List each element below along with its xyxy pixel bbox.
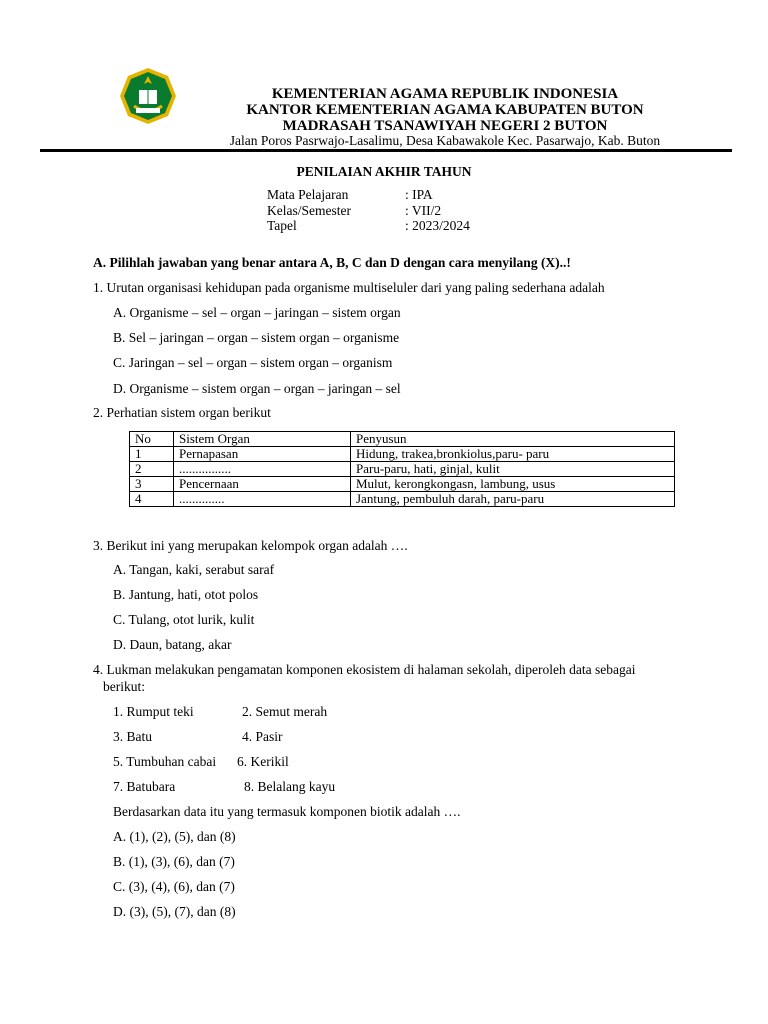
question-2: 2. Perhatian sistem organ berikut bbox=[93, 405, 271, 420]
table-cell: .............. bbox=[174, 492, 351, 507]
table-row bbox=[130, 447, 675, 462]
table-cell: 4 bbox=[130, 492, 174, 507]
institution-ministry: KEMENTERIAN AGAMA REPUBLIK INDONESIA bbox=[271, 86, 619, 102]
q4-option-b: B. (1), (3), (6), dan (7) bbox=[113, 854, 235, 869]
meta-subject-value: : IPA bbox=[405, 187, 433, 202]
q4-item: 2. Semut merah bbox=[242, 704, 328, 719]
q3-option-d: D. Daun, batang, akar bbox=[113, 637, 232, 652]
table-row bbox=[130, 492, 675, 507]
table-cell: 2 bbox=[130, 462, 174, 477]
q1-option-c: C. Jaringan – sel – organ – sistem organ – organism bbox=[113, 355, 393, 370]
question-1: 1. Urutan organisasi kehidupan pada organisme multiseluler dari yang paling sederhana adalah bbox=[93, 280, 605, 295]
institution-address: Jalan Poros Pasrwajo-Lasalimu, Desa Kabawakole Kec. Pasarwajo, Kab. Buton bbox=[229, 133, 661, 148]
table-cell: ................ bbox=[174, 462, 351, 477]
table-row bbox=[130, 462, 675, 477]
header-divider bbox=[40, 149, 732, 152]
question-3: 3. Berikut ini yang merupakan kelompok organ adalah …. bbox=[93, 538, 408, 553]
q4-option-d: D. (3), (5), (7), dan (8) bbox=[113, 904, 236, 919]
table-cell: Pencernaan bbox=[174, 477, 351, 492]
q4-item: 5. Tumbuhan cabai bbox=[113, 754, 217, 769]
q4-item: 6. Kerikil bbox=[237, 754, 289, 769]
table-header-cell: Penyusun bbox=[351, 432, 675, 447]
table-header-cell: No bbox=[130, 432, 174, 447]
q4-prompt: Berdasarkan data itu yang termasuk komponen biotik adalah …. bbox=[113, 804, 461, 819]
meta-class-label: Kelas/Semester bbox=[267, 203, 351, 218]
table-cell: Hidung, trakea,bronkiolus,paru- paru bbox=[351, 447, 675, 462]
table-cell: Pernapasan bbox=[174, 447, 351, 462]
meta-class-value: : VII/2 bbox=[405, 203, 442, 218]
question-4: 4. Lukman melakukan pengamatan komponen ekosistem di halaman sekolah, diperoleh data sebagai bbox=[93, 662, 636, 677]
table-cell: 3 bbox=[130, 477, 174, 492]
q4-item: 1. Rumput teki bbox=[113, 704, 194, 719]
institution-school: MADRASAH TSANAWIYAH NEGERI 2 BUTON bbox=[282, 118, 608, 134]
meta-year-value: : 2023/2024 bbox=[405, 218, 470, 233]
table-cell: Jantung, pembuluh darah, paru-paru bbox=[351, 492, 675, 507]
q3-option-c: C. Tulang, otot lurik, kulit bbox=[113, 612, 255, 627]
q4-item: 8. Belalang kayu bbox=[244, 779, 336, 794]
organ-system-table bbox=[129, 431, 675, 507]
table-cell: 1 bbox=[130, 447, 174, 462]
q3-option-b: B. Jantung, hati, otot polos bbox=[113, 587, 259, 602]
q4-option-c: C. (3), (4), (6), dan (7) bbox=[113, 879, 235, 894]
exam-title: PENILAIAN AKHIR TAHUN bbox=[296, 164, 472, 179]
q1-option-b: B. Sel – jaringan – organ – sistem organ – organisme bbox=[113, 330, 400, 345]
question-4-continued: berikut: bbox=[103, 679, 145, 694]
q3-option-a: A. Tangan, kaki, serabut saraf bbox=[113, 562, 275, 577]
q4-item: 4. Pasir bbox=[242, 729, 283, 744]
table-cell: Mulut, kerongkongasn, lambung, usus bbox=[351, 477, 675, 492]
table-header-row bbox=[130, 432, 675, 447]
q4-option-a: A. (1), (2), (5), dan (8) bbox=[113, 829, 236, 844]
q4-item: 7. Batubara bbox=[113, 779, 176, 794]
q1-option-a: A. Organisme – sel – organ – jaringan – sistem organ bbox=[113, 305, 401, 320]
table-row bbox=[130, 477, 675, 492]
institution-office: KANTOR KEMENTERIAN AGAMA KABUPATEN BUTON bbox=[246, 102, 644, 118]
q1-option-d: D. Organisme – sistem organ – organ – jaringan – sel bbox=[113, 381, 401, 396]
table-cell: Paru-paru, hati, ginjal, kulit bbox=[351, 462, 675, 477]
q4-item: 3. Batu bbox=[113, 729, 152, 744]
table-header-cell: Sistem Organ bbox=[174, 432, 351, 447]
meta-year-label: Tapel bbox=[267, 218, 297, 233]
section-a-instruction: A. Pilihlah jawaban yang benar antara A, B, C dan D dengan cara menyilang (X)..! bbox=[93, 255, 571, 270]
meta-subject-label: Mata Pelajaran bbox=[267, 187, 349, 202]
